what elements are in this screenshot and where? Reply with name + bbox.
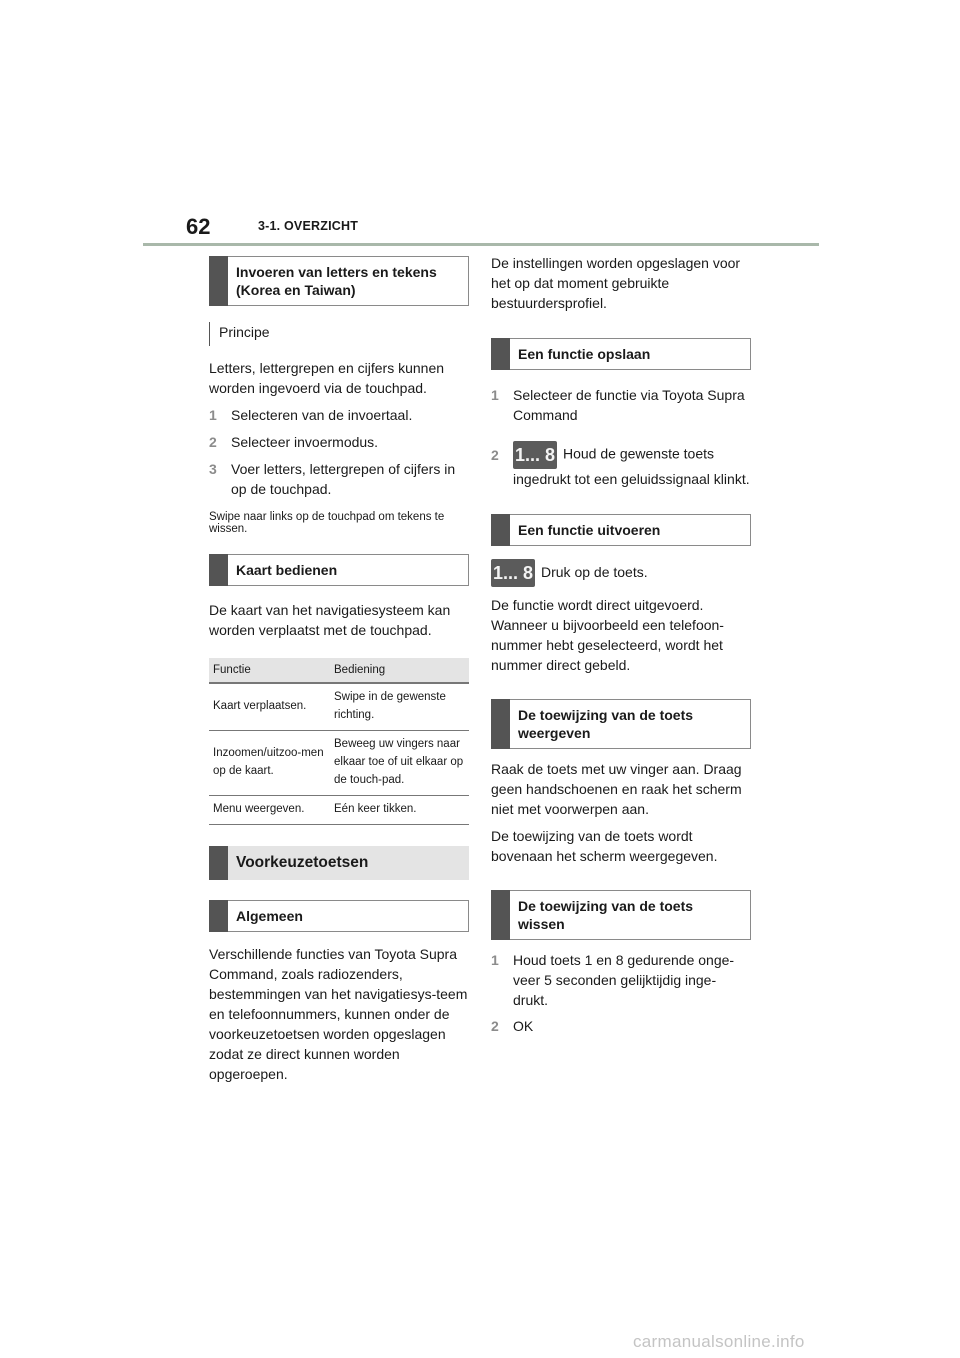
druk-text: Druk op de toets. (541, 564, 648, 580)
table-cell: Beweeg uw vingers naar elkaar toe of uit elkaar op de touch-pad. (330, 731, 469, 796)
algemeen-paragraph: Verschillende functies van Toyota Supra Command, zoals radiozenders, bestemmingen van het navigatiesys-teem en telefoonnummers, kunnen onder de voorkeuzetoetsen worden opgeslagen zodat ze direct kunnen worden opgeroepen. (209, 946, 468, 1082)
heading-functie-uitvoeren: Een functie uitvoeren (491, 514, 751, 546)
intro-paragraph: Letters, lettergrepen en cijfers kunnen worden ingevoerd via de touchpad. (209, 360, 445, 396)
chapter-title: 3-1. OVERZICHT (258, 219, 359, 233)
settings-paragraph: De instellingen worden opgeslagen voor het op dat moment gebruikte bestuurdersprofiel. (491, 255, 741, 311)
kaart-paragraph: De kaart van het navigatiesysteem kan worden verplaatst met de touchpad. (209, 602, 451, 638)
note-text: Swipe naar links op de touchpad om tekens te wissen. (209, 511, 445, 535)
table-header: Functie (209, 658, 330, 683)
heading-functie-opslaan: Een functie opslaan (491, 338, 751, 370)
step-text: Houd de gewenste toets ingedrukt tot een geluidssignaal klinkt. (513, 445, 750, 487)
subheading-principe: Principe (209, 322, 469, 346)
heading-kaart-bedienen: Kaart bedienen (209, 554, 469, 586)
step-number: 3 (209, 461, 217, 477)
list-item (209, 405, 469, 425)
list-item (209, 432, 469, 452)
table-cell: Menu weergeven. (209, 796, 330, 825)
table-row (209, 683, 469, 731)
list-item (491, 385, 751, 425)
step-number: 1 (491, 387, 499, 403)
preset-key-icon: 1... 8 (491, 559, 535, 587)
table-header: Bediening (330, 658, 469, 683)
watermark: carmanualsonline.info (633, 1332, 805, 1351)
heading-toewijzing-weergeven: De toewijzing van de toets weergeven (491, 699, 751, 749)
weergeven-paragraph-2: De toewijzing van de toets wordt bovenaan het scherm weergegeven. (491, 828, 718, 865)
table-cell: Eén keer tikken. (330, 796, 469, 825)
header-rule (143, 243, 819, 246)
heading-algemeen: Algemeen (209, 900, 469, 932)
right-column (491, 253, 751, 1036)
heading-korea-taiwan: Invoeren van letters en tekens (Korea en Taiwan) (209, 256, 469, 306)
step-number: 2 (491, 447, 499, 463)
list-item (209, 459, 469, 499)
step-number: 2 (209, 434, 217, 450)
page-number: 62 (186, 214, 211, 239)
step-text: Selecteer invoermodus. (231, 434, 379, 450)
step-text: Voer letters, lettergrepen of cijfers in op de touchpad. (231, 461, 456, 497)
list-item (491, 950, 751, 1010)
table-cell: Inzoomen/uitzoo-men op de kaart. (209, 731, 330, 796)
weergeven-paragraph-1: Raak de toets met uw vinger aan. Draag geen handschoenen en raak het scherm niet met voorwerpen aan. (491, 761, 742, 818)
table-cell: Kaart verplaatsen. (209, 683, 330, 731)
step-text: Selecteer de functie via Toyota Supra Command (513, 387, 745, 423)
uitvoeren-paragraph: De functie wordt direct uitgevoerd. Wanneer u bijvoorbeeld een telefoon-nummer hebt geselecteerd, wordt het nummer direct gebeld. (491, 597, 724, 674)
table-row (209, 796, 469, 825)
druk-line (491, 558, 751, 587)
list-item (491, 1016, 751, 1036)
step-text: Houd toets 1 en 8 gedurende onge-veer 5 seconden gelijktijdig inge-drukt. (513, 952, 735, 1009)
table-cell: Swipe in de gewenste richting. (330, 683, 469, 731)
operation-table (209, 658, 469, 825)
heading-toewijzing-wissen: De toewijzing van de toets wissen (491, 890, 751, 940)
step-number: 1 (209, 407, 217, 423)
step-number: 1 (491, 952, 499, 969)
section-heading-voorkeuzetoetsen: Voorkeuzetoetsen (209, 846, 469, 880)
table-row (209, 731, 469, 796)
step-text: Selecteren van de invoertaal. (231, 407, 413, 423)
list-item (491, 441, 751, 489)
step-number: 2 (491, 1018, 499, 1035)
step-text: OK (513, 1018, 534, 1035)
preset-key-icon: 1... 8 (513, 441, 557, 469)
left-column (209, 256, 469, 1084)
